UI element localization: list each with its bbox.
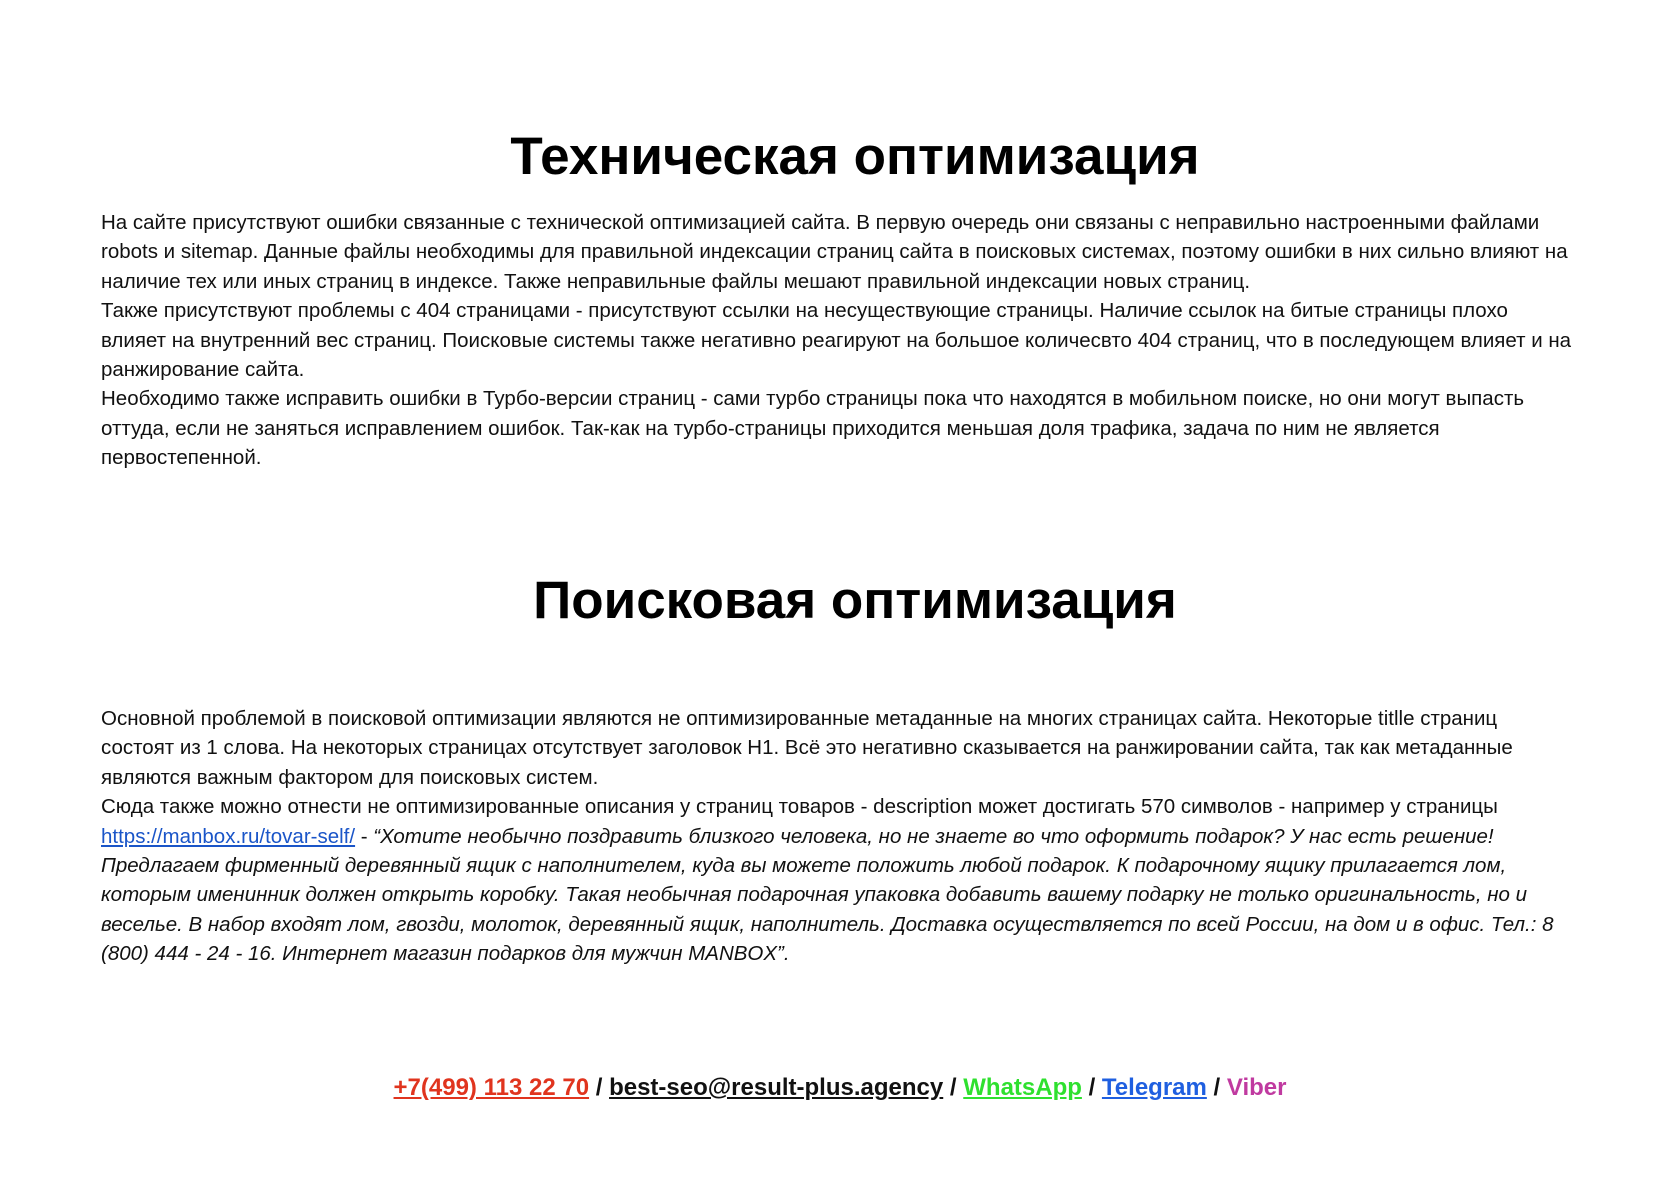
telegram-link[interactable]: Telegram xyxy=(1101,1074,1207,1101)
phone-link[interactable]: +7(499) 113 22 70 xyxy=(393,1074,590,1101)
whatsapp-link[interactable]: WhatsApp xyxy=(963,1074,1082,1101)
paragraph: На сайте присутствуют ошибки связанные с технической оптимизацией сайта. В первую очередь они связаны с неправильно настроенными файлами robots и sitemap. Данные файлы необходимы для правильной индексации страниц сайта в поисковых системах, поэтому ошибки в них сильно влияют на наличие тех или иных страниц в индексе. Также неправильные файлы мешают правильной индексации новых страниц. xyxy=(101,211,1568,293)
section-title-search: Поисковая оптимизация xyxy=(533,571,1177,630)
separator: / xyxy=(1206,1074,1227,1101)
separator: / xyxy=(589,1074,610,1101)
quoted-description: “Хотите необычно поздравить близкого человека, но не знаете во что оформить подарок? У нас есть решение! Предлагаем фирменный деревянный ящик с наполнителем, куда вы можете положить любой подарок. К подарочному ящику прилагается лом, которым именинник должен открыть коробку. Такая необычная подарочная упаковка добавить вашему подарку не только оригинальность, но и веселье. В набор входят лом, гвозди, молоток, деревянный ящик, наполнитель. Доставка осуществляется по всей России, на дом и в офис. Тел.: 8 (800) 444 - 24 - 16. Интернет магазин подарков для мужчин MANBOX”. xyxy=(101,824,1554,966)
product-page-link[interactable]: https://manbox.ru/tovar-self/ xyxy=(101,824,356,848)
paragraph-with-quote xyxy=(101,792,1576,968)
paragraph: Основной проблемой в поисковой оптимизации являются не оптимизированные метаданные на многих страницах сайта. Некоторые titlle страниц состоят из 1 слова. На некоторых страницах отсутствует заголовок H1. Всё это негативно сказывается на ранжировании сайта, так как метаданные являются важным фактором для поисковых систем. xyxy=(101,707,1513,789)
separator: / xyxy=(943,1074,964,1101)
paragraph-lead: Сюда также можно отнести не оптимизированные описания у страниц товаров - description может достигать 570 символов - например у страницы xyxy=(101,795,1498,819)
contact-footer xyxy=(0,1073,1680,1103)
paragraph: Необходимо также исправить ошибки в Турбо-версии страниц - сами турбо страницы пока что находятся в мобильном поиске, но они могут выпасть оттуда, если не заняться исправлением ошибок. Так-как на турбо-страницы приходится меньшая доля трафика, задача по ним не является первостепенной. xyxy=(101,387,1525,470)
separator: / xyxy=(1081,1074,1102,1101)
technical-text-block xyxy=(101,208,1576,473)
paragraph: Также присутствуют проблемы с 404 страницами - присутствуют ссылки на несуществующие страницы. Наличие ссылок на битые страницы плохо влияет на внутренний вес страниц. Поисковые системы также негативно реагируют на большое количесвто 404 страниц, что в последующем влияет и на ранжирование сайта. xyxy=(101,299,1572,382)
section-title-technical: Техническая оптимизация xyxy=(510,127,1200,186)
search-text-block xyxy=(101,704,1576,969)
viber-link[interactable]: Viber xyxy=(1226,1074,1287,1101)
email-link[interactable]: best-seo@result-plus.agency xyxy=(609,1074,944,1101)
dash: - xyxy=(355,824,374,848)
